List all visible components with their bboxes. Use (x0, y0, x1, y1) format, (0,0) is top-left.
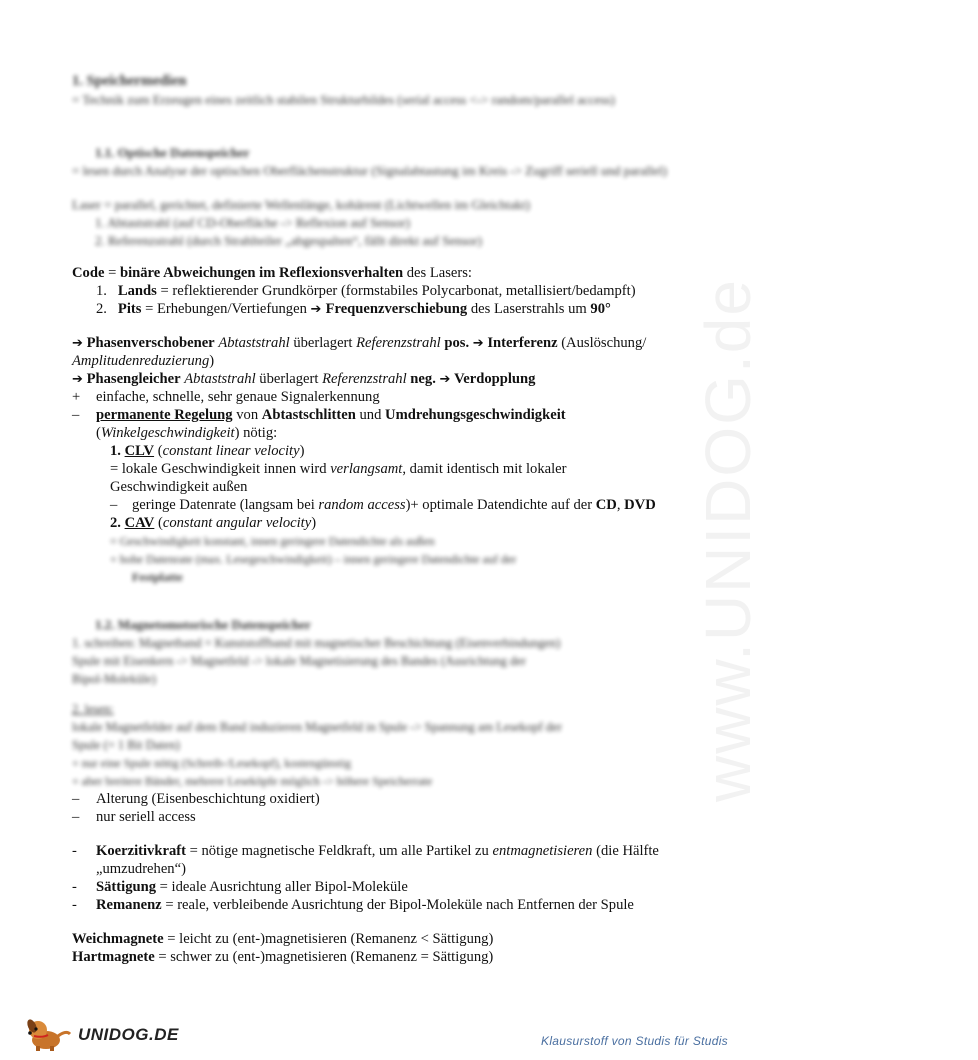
minus-point-2 (96, 424, 277, 442)
text: , (616, 497, 625, 513)
text: geringe Datenrate (langsam bei (132, 497, 319, 513)
text: ) (209, 353, 215, 369)
text: , damit identisch mit lokaler (402, 461, 567, 477)
text: Hartmagnete (72, 949, 155, 965)
text: permanente Regelung (96, 407, 233, 423)
arrow-icon: ➔ (472, 336, 484, 351)
text: Referenzstrahl (356, 335, 441, 351)
dog-icon (24, 1016, 80, 1052)
blurred-line: 1. Abtaststrahl (auf CD-Oberfläche -> Reflexion auf Sensor) (95, 215, 410, 230)
clv-desc-2: Geschwindigkeit außen (110, 479, 248, 495)
koerzitivkraft-line-2: „umzudrehen“) (96, 861, 186, 877)
text: (Auslöschung/ (557, 335, 647, 351)
footer-tagline: Klausurstoff von Studis für Studis (541, 1034, 728, 1048)
saettigung-line (96, 878, 408, 896)
text: ) (299, 443, 305, 459)
minus-point (96, 406, 566, 424)
text: = reale, verbleibende Ausrichtung der Bipol-Moleküle nach Entfernen der Spule (161, 897, 634, 913)
text: ( (154, 515, 163, 531)
clv-heading (110, 442, 304, 460)
text: = ideale Ausrichtung aller Bipol-Moleküle (156, 879, 408, 895)
blurred-line: Laser = parallel, gerichtet, definierte Wellenlänge, kohärent (Lichtwellen im Gleichtakt) (72, 197, 530, 212)
blurred-line: Spule (= 1 Bit Daten) (72, 738, 180, 752)
text: Sättigung (96, 879, 157, 895)
text: pos. (440, 335, 470, 351)
arrow-icon: ➔ (310, 302, 326, 317)
text: ( (96, 425, 101, 441)
blurred-line: + nur eine Spule nötig (Schreib-/Lesekopf), kostengünstig (72, 756, 352, 770)
text: 90° (590, 301, 611, 317)
text: ) (311, 515, 317, 531)
blurred-line: 2. lesen: (72, 702, 114, 716)
text: Abtastschlitten (261, 407, 356, 423)
blurred-line: Spule mit Eisenkern -> Magnetfeld -> lokale Magnetisierung des Bandes (Ausrichtung der (72, 654, 526, 668)
dash: - (72, 843, 77, 859)
unidog-logo (24, 1016, 179, 1052)
text: = reflektierender Grundkörper (formstabiles Polycarbonat, metallisiert/bedampft) (156, 283, 636, 299)
blurred-heading: 1. Speichermedien (72, 73, 187, 89)
text: Verdopplung (454, 371, 536, 387)
blurred-subheading: 1.1. Optische Datenspeicher (95, 145, 250, 160)
code-bold: binäre Abweichungen im Reflexionsverhalten (119, 265, 404, 281)
tape-aging: Alterung (Eisenbeschichtung oxidiert) (96, 791, 320, 807)
lands-label: Lands (117, 283, 157, 299)
text: (die Hälfte (592, 843, 659, 859)
text: Weichmagnete (72, 931, 164, 947)
text: constant angular velocity (162, 515, 312, 531)
arrow-icon: ➔ (72, 372, 83, 387)
text: 1. (110, 443, 125, 459)
text: Koerzitivkraft (96, 843, 186, 859)
phase-line-2 (72, 352, 214, 370)
tape-minus-sign: – (72, 791, 80, 807)
text: überlagert (289, 335, 357, 351)
blurred-subheading: 1.2. Magnetomotorische Datenspeicher (95, 617, 311, 632)
text: = schwer zu (ent-)magnetisieren (Remanenz = Sättigung) (154, 949, 494, 965)
tape-serial: nur seriell access (96, 809, 196, 825)
text: Phasengleicher (86, 371, 181, 387)
pits-item (96, 300, 611, 319)
tape-minus-sign: – (72, 809, 80, 825)
blurred-line: 2. Referenzstrahl (durch Strahlteiler „abgespalten“, fällt direkt auf Sensor) (95, 233, 482, 248)
text: neg. (406, 371, 436, 387)
text: und (355, 407, 386, 423)
text: des Lasers: (403, 265, 472, 281)
phase-line-1 (72, 334, 646, 353)
list-number: 1. (96, 283, 107, 299)
text: = (104, 265, 120, 281)
text: überlagert (255, 371, 323, 387)
weichmagnete-line (72, 930, 493, 948)
logo-text: UNIDOG.DE (78, 1025, 179, 1044)
minus-sign: – (72, 407, 80, 423)
dash: - (72, 897, 77, 913)
text: = leicht zu (ent-)magnetisieren (Remanenz < Sättigung) (163, 931, 494, 947)
clv-point-sign: – (110, 497, 118, 513)
code-line (72, 264, 472, 282)
phase-line-3 (72, 370, 535, 389)
blurred-line: = Geschwindigkeit konstant, innen geringere Datendichte als außen (110, 534, 435, 548)
blurred-line: + hohe Datenrate (max. Lesegeschwindigkeit) – innen geringere Datendichte auf der (110, 552, 517, 566)
text: Umdrehungsgeschwindigkeit (385, 407, 566, 423)
arrow-icon: ➔ (72, 336, 83, 351)
text: Frequenzverschiebung (325, 301, 468, 317)
list-number: 2. (96, 301, 107, 317)
blurred-line: lokale Magnetfelder auf dem Band induzieren Magnetfeld in Spule -> Spannung am Lesekopf der (72, 720, 562, 734)
text: entmagnetisieren (492, 843, 593, 859)
text: = lokale Geschwindigkeit innen wird (110, 461, 331, 477)
text: DVD (624, 497, 656, 513)
cav-label: CAV (124, 515, 155, 531)
remanenz-line (96, 896, 634, 914)
text: Abtaststrahl (218, 335, 290, 351)
blurred-line: = Technik zum Erzeugen eines zeitlich stabilen Strukturbildes (serial access <-> random/parallel access) (72, 92, 615, 107)
text: ) nötig: (234, 425, 278, 441)
koerzitivkraft-line (96, 842, 659, 860)
text: Abtaststrahl (184, 371, 256, 387)
code-label: Code (72, 265, 105, 281)
plus-sign: + (72, 389, 81, 405)
text: ( (154, 443, 163, 459)
watermark: www.UNIDOG.de (692, 278, 764, 802)
dash: - (72, 879, 77, 895)
clv-label: CLV (124, 443, 155, 459)
text: Remanenz (96, 897, 162, 913)
text: )+ optimale Datendichte auf der (405, 497, 596, 513)
text: = nötige magnetische Feldkraft, um alle Partikel zu (185, 843, 493, 859)
text: 2. (110, 515, 125, 531)
clv-point (132, 496, 656, 514)
text: Interferenz (487, 335, 558, 351)
text: Phasenverschobener (86, 335, 215, 351)
text: constant linear velocity (162, 443, 300, 459)
hartmagnete-line (72, 948, 493, 966)
lands-item (96, 282, 636, 300)
blurred-line: 1. schreiben: Magnetband = Kunststoffband mit magnetischer Beschichtung (Eisenverbindungen) (72, 636, 561, 650)
cav-heading (110, 514, 316, 532)
text: CD (595, 497, 617, 513)
text: = Erhebungen/Vertiefungen (141, 301, 311, 317)
arrow-icon: ➔ (439, 372, 451, 387)
text: Amplitudenreduzierung (72, 353, 210, 369)
text: verlangsamt (330, 461, 403, 477)
clv-desc-1 (110, 460, 567, 478)
plus-text: einfache, schnelle, sehr genaue Signalerkennung (96, 389, 380, 405)
blurred-line: Festplatte (132, 570, 183, 584)
plus-point (72, 388, 80, 406)
text: random access (318, 497, 406, 513)
blurred-line: = lesen durch Analyse der optischen Oberflächenstruktur (Signalabtastung im Kreis -> Zugriff seriell und parallel) (72, 163, 667, 178)
text: Winkelgeschwindigkeit (100, 425, 235, 441)
text: Referenzstrahl (322, 371, 407, 387)
pits-label: Pits (117, 301, 142, 317)
blurred-line: Bipol-Moleküle) (72, 672, 157, 686)
text: von (232, 407, 262, 423)
text: des Laserstrahls um (467, 301, 591, 317)
blurred-line: + aber breitere Bänder, mehrere Leseköpfe möglich -> höhere Speicherrate (72, 774, 433, 788)
